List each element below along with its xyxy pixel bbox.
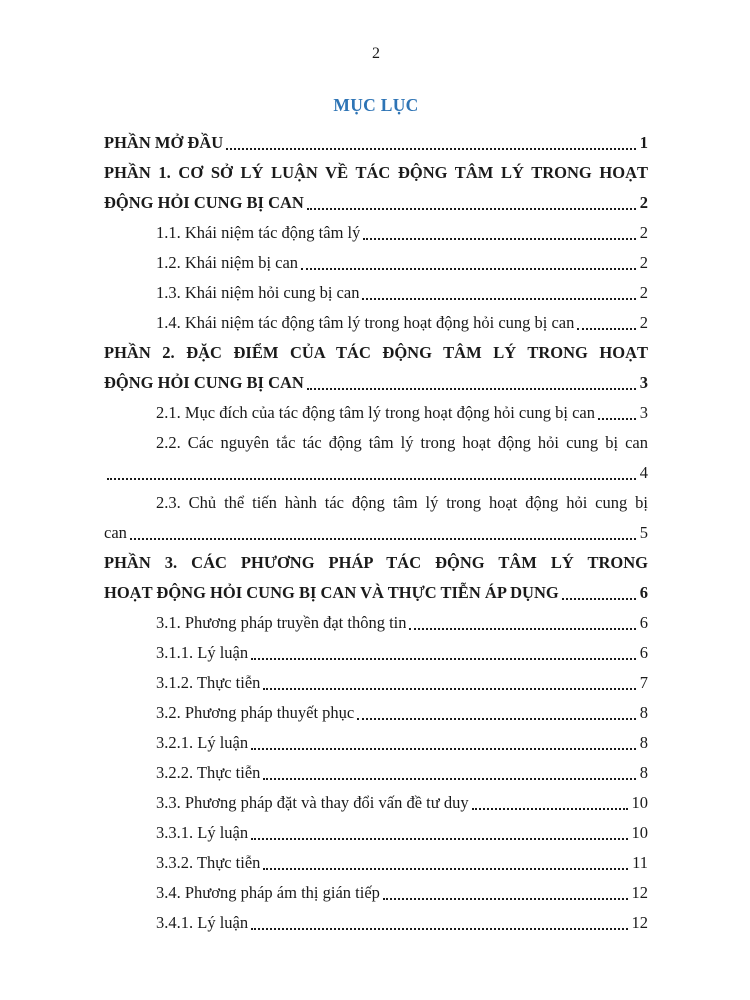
toc-entry [104, 248, 648, 278]
page-number: 2 [372, 45, 380, 62]
toc-entry-line [104, 278, 648, 308]
toc-entry-line [104, 308, 648, 338]
toc-entry [104, 548, 648, 608]
dot-leader [357, 718, 636, 720]
toc-entry [104, 818, 648, 848]
toc-entry [104, 398, 648, 428]
dot-leader [307, 208, 636, 210]
toc-entry-text: 3.1.1. Lý luận [156, 643, 249, 662]
toc-entry-text: 3.3.2. Thực tiễn [156, 853, 261, 872]
toc-entry [104, 278, 648, 308]
dot-leader [362, 298, 635, 300]
toc-entry [104, 908, 648, 938]
toc-entry-line [104, 668, 648, 698]
toc-entry-text: 1.2. Khái niệm bị can [156, 253, 299, 272]
toc-entry-page: 2 [639, 223, 648, 242]
toc-entry [104, 338, 648, 398]
toc-entry [104, 128, 648, 158]
dot-leader [363, 238, 635, 240]
dot-leader [307, 388, 636, 390]
toc-entry-page: 8 [639, 763, 648, 782]
toc-entry-text: 3.3. Phương pháp đặt và thay đổi vấn đề tư duy [156, 793, 469, 812]
toc-entry-text: 3.2. Phương pháp thuyết phục [156, 703, 355, 722]
toc-entry-page: 6 [639, 583, 648, 602]
dot-leader [263, 868, 628, 870]
toc-entry-text: 2.1. Mục đích của tác động tâm lý trong hoạt động hỏi cung bị can [156, 403, 595, 422]
toc-entry-text: 1.1. Khái niệm tác động tâm lý [156, 223, 361, 242]
toc-entry-page: 12 [631, 883, 648, 902]
dot-leader [301, 268, 636, 270]
toc-entry [104, 218, 648, 248]
toc-entry-page: 4 [639, 463, 648, 482]
toc-entry [104, 638, 648, 668]
toc-entry-line [104, 638, 648, 668]
dot-leader [409, 628, 635, 630]
toc-entry-line: PHẦN 3. CÁC PHƯƠNG PHÁP TÁC ĐỘNG TÂM LÝ TRONG [104, 553, 648, 572]
toc-entry [104, 668, 648, 698]
dot-leader [251, 838, 627, 840]
toc-entry-text: PHẦN MỞ ĐẦU [104, 133, 224, 152]
toc-entry-text: HOẠT ĐỘNG HỎI CUNG BỊ CAN VÀ THỰC TIỄN ÁP DỤNG [104, 583, 559, 602]
toc-entry-text: 1.3. Khái niệm hỏi cung bị can [156, 283, 360, 302]
toc-entry-line: PHẦN 1. CƠ SỞ LÝ LUẬN VỀ TÁC ĐỘNG TÂM LÝ TRONG HOẠT [104, 163, 648, 182]
dot-leader [251, 928, 627, 930]
toc-entry-page: 3 [639, 373, 648, 392]
toc-entry-page: 2 [639, 313, 648, 332]
toc-entry-page: 1 [639, 133, 648, 152]
toc-entry [104, 608, 648, 638]
toc-entry-line [104, 878, 648, 908]
toc-entry-line [104, 578, 648, 608]
toc-title: MỤC LỤC [333, 95, 419, 115]
toc-entry-line [104, 458, 648, 488]
toc-entry-page: 2 [639, 253, 648, 272]
toc-entry-page: 12 [631, 913, 648, 932]
dot-leader [130, 538, 636, 540]
toc-entry-text: 1.4. Khái niệm tác động tâm lý trong hoạt động hỏi cung bị can [156, 313, 575, 332]
toc-entry-line [104, 698, 648, 728]
toc-entry-line [104, 518, 648, 548]
toc-entry-text: 3.1.2. Thực tiễn [156, 673, 261, 692]
toc-entry-page: 10 [631, 823, 648, 842]
toc-entry-line [104, 608, 648, 638]
toc-entry [104, 848, 648, 878]
toc-entry [104, 158, 648, 218]
dot-leader [107, 478, 636, 480]
toc-entry-text: ĐỘNG HỎI CUNG BỊ CAN [104, 373, 304, 392]
toc-entry-line [104, 728, 648, 758]
toc-entry-page: 7 [639, 673, 648, 692]
toc-entry-page: 8 [639, 703, 648, 722]
toc-entry-line [104, 848, 648, 878]
toc-entry-text: 3.3.1. Lý luận [156, 823, 249, 842]
toc-entry-text: ĐỘNG HỎI CUNG BỊ CAN [104, 193, 304, 212]
toc-entry-page: 8 [639, 733, 648, 752]
toc-entry-page: 6 [639, 643, 648, 662]
dot-leader [251, 748, 636, 750]
toc-entry-line [104, 188, 648, 218]
toc-entry-page: 2 [639, 193, 648, 212]
toc-entry-line: 2.2. Các nguyên tắc tác động tâm lý trong hoạt động hỏi cung bị can [156, 433, 648, 452]
toc-entry-page: 3 [639, 403, 648, 422]
toc-entry-page: 5 [639, 523, 648, 542]
toc-entry [104, 428, 648, 488]
toc-entry-text: 3.2.2. Thực tiễn [156, 763, 261, 782]
toc-entry-line: PHẦN 2. ĐẶC ĐIỂM CỦA TÁC ĐỘNG TÂM LÝ TRONG HOẠT [104, 343, 648, 362]
toc-entry [104, 728, 648, 758]
dot-leader [577, 328, 635, 330]
toc-entry-page: 11 [632, 853, 648, 872]
toc-entry [104, 788, 648, 818]
toc-entry-line [104, 788, 648, 818]
dot-leader [562, 598, 636, 600]
toc-entry-line [104, 218, 648, 248]
toc-entry-text: 3.1. Phương pháp truyền đạt thông tin [156, 613, 407, 632]
toc-entry [104, 758, 648, 788]
toc-entry [104, 698, 648, 728]
toc-entries [104, 128, 648, 938]
toc-entry-page: 2 [639, 283, 648, 302]
toc-entry-line [104, 758, 648, 788]
dot-leader [251, 658, 636, 660]
toc-entry-text: 3.2.1. Lý luận [156, 733, 249, 752]
dot-leader [263, 688, 635, 690]
dot-leader [383, 898, 628, 900]
toc-entry [104, 488, 648, 548]
toc-entry [104, 878, 648, 908]
dot-leader [263, 778, 635, 780]
dot-leader [472, 808, 628, 810]
toc-entry-page: 10 [631, 793, 648, 812]
toc-entry-text: can [104, 523, 127, 542]
toc-entry-line: 2.3. Chủ thể tiến hành tác động tâm lý trong hoạt động hỏi cung bị [156, 493, 648, 512]
toc-entry-text: 3.4.1. Lý luận [156, 913, 249, 932]
toc-entry-line [104, 368, 648, 398]
toc-entry-line [104, 128, 648, 158]
toc-entry-text: 3.4. Phương pháp ám thị gián tiếp [156, 883, 380, 902]
toc-entry-line [104, 398, 648, 428]
toc-entry [104, 308, 648, 338]
dot-leader [226, 148, 636, 150]
toc-entry-line [104, 818, 648, 848]
toc-entry-line [104, 248, 648, 278]
toc-entry-line [104, 908, 648, 938]
dot-leader [598, 418, 636, 420]
toc-entry-page: 6 [639, 613, 648, 632]
